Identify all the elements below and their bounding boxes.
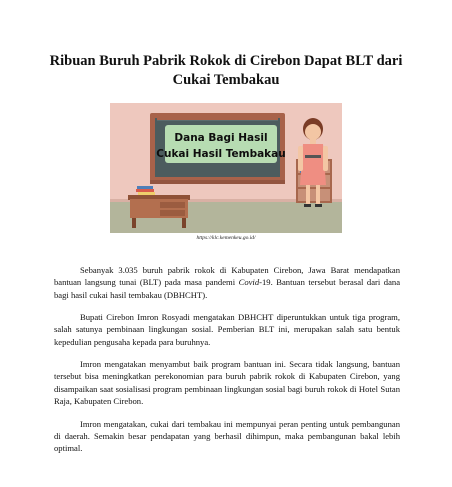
article-body bbox=[54, 264, 400, 465]
board-text-line1: Dana Bagi Hasil bbox=[174, 132, 268, 144]
article-title: Ribuan Buruh Pabrik Rokok di Cirebon Dapat BLT dari Cukai Tembakau bbox=[49, 53, 403, 88]
paragraph-2: Bupati Cirebon Imron Rosyadi mengatakan DBHCHT diperuntukkan untuk tiga program, salah satunya pembinaan lingkungan sosial. Pemberian BLT ini, merupakan salah satu bentuk kepedulian pengusaha kepada para buruhnya. bbox=[54, 312, 400, 347]
image-caption: https://klc.kemenkeu.go.id/ bbox=[196, 235, 256, 241]
board-text-line2: Cukai Hasil Tembakau bbox=[156, 148, 286, 160]
paragraph-1: Sebanyak 3.035 buruh pabrik rokok di Kabupaten Cirebon, Jawa Barat mendapatkan bantuan langsung tunai (BLT) pada masa pandemi Covid-19. Bantuan tersebut berasal dari dana bagi hasil cukai hasil tembakau (DBHCHT). bbox=[54, 265, 401, 300]
paragraph-3: Imron mengatakan menyambut baik program bantuan ini. Secara tidak langsung, bantuan tersebut bisa meningkatkan perekonomian para buruh pabrik rokok di Kabupaten Cirebon, yang disampaikan saat sosialisasi program pembinaan lingkungan sosial bagi buruh rokok di Hotel Sutan Raja, Kabupaten Cirebon. bbox=[54, 359, 400, 407]
paragraph-4: Imron mengatakan, cukai dari tembakau ini mempunyai peran penting untuk pembangunan di daerah. Semakin besar pendapatan yang berhasil dihimpun, maka pembangunan bakal lebih optimal. bbox=[54, 418, 400, 454]
classroom-illustration bbox=[110, 103, 342, 233]
article-illustration bbox=[110, 103, 342, 233]
